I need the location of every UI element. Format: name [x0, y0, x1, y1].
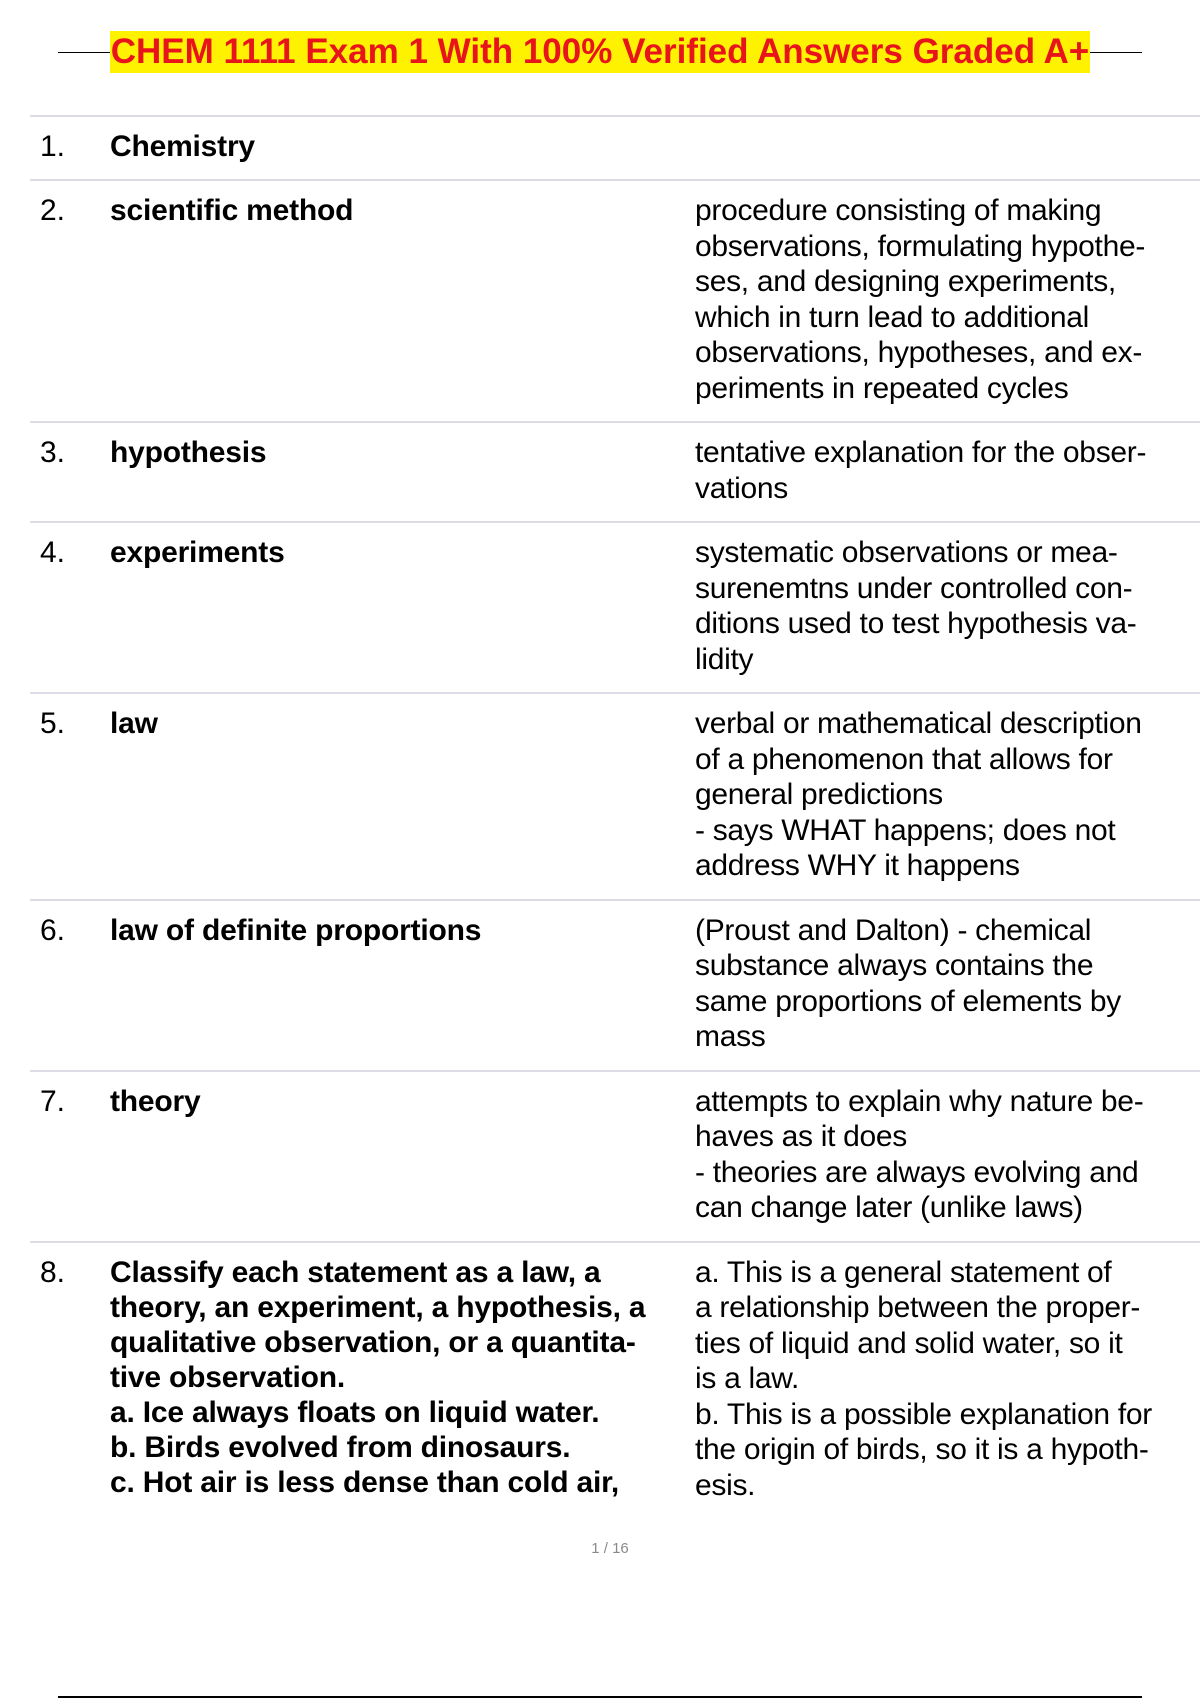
- title-rule-right: [1090, 52, 1142, 53]
- item-number: 3.: [40, 436, 66, 469]
- item-number: 6.: [40, 913, 66, 947]
- table-row: [30, 115, 1200, 179]
- item-number: 5.: [40, 707, 66, 740]
- title-rule-left: [58, 52, 110, 53]
- item-number: 4.: [40, 536, 66, 569]
- table-row: [30, 899, 1200, 1070]
- flashcard-table: [30, 115, 1200, 1518]
- table-row: [30, 179, 1200, 421]
- table-row: [30, 521, 1200, 692]
- item-term: experiments: [110, 536, 285, 569]
- item-number: 7.: [40, 1084, 66, 1118]
- item-term: hypothesis: [110, 436, 267, 469]
- item-number: 1.: [40, 130, 66, 163]
- table-row: [30, 421, 1200, 521]
- item-definition: systematic observations or mea- surenemtns under controlled con- ditions used to test hypothesis va- lidity: [695, 536, 1137, 676]
- table-row: [30, 1241, 1200, 1519]
- table-row: [30, 692, 1200, 899]
- item-definition: procedure consisting of making observations, formulating hypothe- ses, and designing experiments, which in turn lead to additional observations, hypotheses, and ex- periments in repeated cycles: [695, 194, 1146, 405]
- bottom-rule: [58, 1696, 1142, 1698]
- item-definition: [695, 129, 1200, 164]
- table-row: [30, 1070, 1200, 1241]
- item-term: scientific method: [110, 194, 354, 227]
- page-indicator: 1 / 16: [591, 1540, 629, 1557]
- item-definition: a. This is a general statement of a relationship between the proper- ties of liquid and solid water, so it is a law. b. This is a possible explanation for the origin of birds, so it is a hypoth- esis.: [695, 1255, 1152, 1502]
- title-row: [58, 30, 1142, 74]
- item-number: 8.: [40, 1255, 66, 1289]
- item-term: law: [110, 707, 158, 740]
- document-title: CHEM 1111 Exam 1 With 100% Verified Answers Graded A+: [110, 32, 1090, 71]
- item-term: Classify each statement as a law, a theory, an experiment, a hypothesis, a qualitative observation, or a quantita- tive observation. a. Ice always floats on liquid water. b. Birds evolved from dinosaurs. c. Hot air is less dense than cold air,: [110, 1255, 646, 1499]
- item-number: 2.: [40, 194, 66, 227]
- item-definition: tentative explanation for the obser- vations: [695, 436, 1147, 505]
- item-term: Chemistry: [110, 130, 255, 163]
- item-definition: attempts to explain why nature be- haves as it does - theories are always evolving and can change later (unlike laws): [695, 1084, 1144, 1224]
- item-term: law of definite proportions: [110, 913, 482, 947]
- item-definition: verbal or mathematical description of a phenomenon that allows for general predictions - says WHAT happens; does not address WHY it happens: [695, 707, 1142, 882]
- item-term: theory: [110, 1084, 201, 1118]
- item-definition: (Proust and Dalton) - chemical substance always contains the same proportions of elements by mass: [695, 913, 1121, 1053]
